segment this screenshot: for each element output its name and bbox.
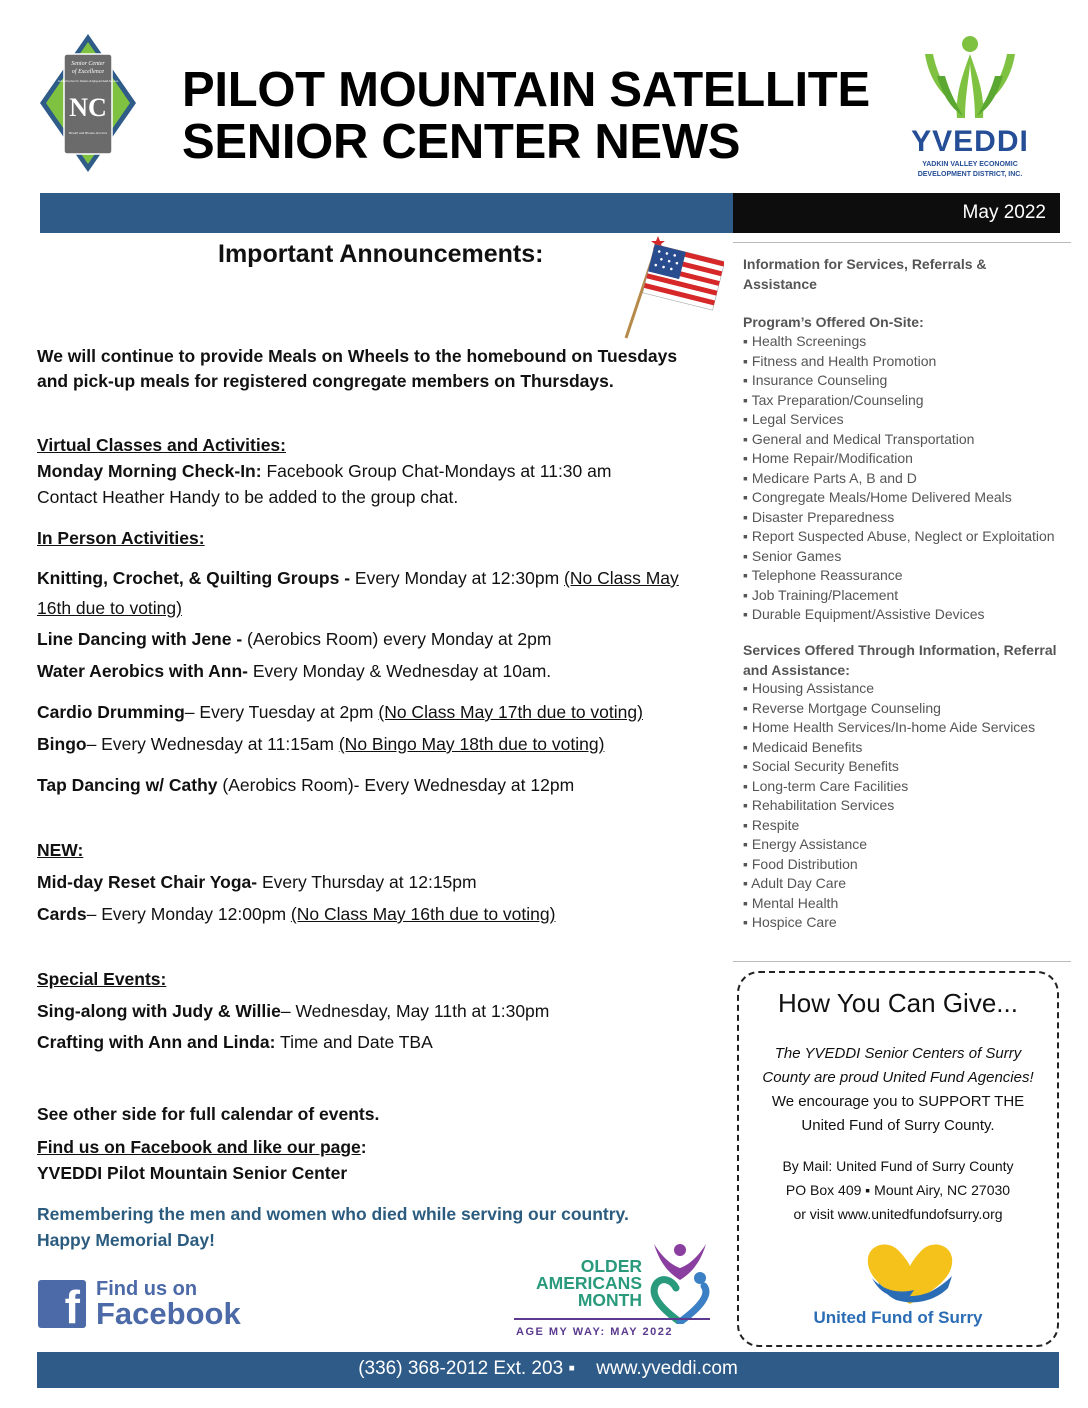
onsite-service-item: ▪ Home Repair/Modification (743, 450, 913, 466)
onsite-service-item: ▪ Medicare Parts A, B and D (743, 469, 917, 486)
onsite-service-item: ▪ Tax Preparation/Counseling (743, 391, 924, 408)
oam-figure-icon (646, 1240, 712, 1324)
oam-line2: AMERICANS (536, 1273, 642, 1293)
see-other-side: See other side for full calendar of events. (37, 1104, 380, 1124)
badge-nc: NC (69, 93, 107, 122)
give-intro (737, 1042, 1059, 1090)
org-sub-line2: DEVELOPMENT DISTRICT, INC. (917, 171, 1023, 178)
give-title: How You Can Give... (778, 988, 1018, 1018)
announcements-heading: Important Announcements: (218, 240, 544, 268)
knitting-details: Every Monday at 12:30pm (350, 568, 565, 588)
in-person-heading: In Person Activities: (37, 528, 205, 548)
onsite-service-item: ▪ Fitness and Health Promotion (743, 352, 937, 369)
title-line2: SENIOR CENTER NEWS (182, 115, 741, 169)
referral-service-item: ▪ Reverse Mortgage Counseling (743, 699, 941, 716)
badge-bottom: Health and Human Services (68, 131, 108, 135)
onsite-heading: Program’s Offered On-Site: (743, 314, 924, 330)
give-intro-line1: The YVEDDI Senior Centers of Surry (774, 1045, 1022, 1062)
memorial-line1: Remembering the men and women who died while serving our country. (37, 1204, 629, 1224)
nc-excellence-badge (40, 34, 136, 172)
united-fund-name: United Fund of Surry (813, 1308, 983, 1327)
give-mail-line2: PO Box 409 ▪ Mount Airy, NC 27030 (785, 1182, 1011, 1198)
cardio-note: (No Class May 17th due to voting) (378, 702, 643, 722)
onsite-service-item: ▪ Job Training/Placement (743, 586, 899, 603)
cardio-details: – Every Tuesday at 2pm (184, 702, 379, 722)
united-fund-logo (860, 1238, 960, 1314)
virtual-heading: Virtual Classes and Activities: (37, 435, 286, 455)
singalong-label: Sing-along with Judy & Willie (37, 1001, 281, 1021)
referral-service-item: ▪ Home Health Services/In-home Aide Services (743, 719, 1036, 735)
referral-service-item: ▪ Adult Day Care (743, 875, 847, 891)
onsite-service-item: ▪ Legal Services (743, 411, 844, 427)
cards-line (37, 904, 555, 925)
referral-service-item: ▪ Housing Assistance (743, 680, 875, 696)
referral-service-item: ▪ Respite (743, 816, 800, 833)
footer-phone: (336) 368-2012 Ext. 203 ▪ (358, 1358, 576, 1379)
singalong-line (37, 1001, 549, 1022)
knitting-note-cont: 16th due to voting) (37, 598, 182, 618)
onsite-service-item: ▪ Senior Games (743, 547, 842, 564)
give-mail (737, 1154, 1059, 1226)
org-subtitle (895, 160, 1045, 180)
bingo-note: (No Bingo May 18th due to voting) (338, 734, 605, 754)
give-mail-line3[interactable]: or visit www.unitedfundofsurry.org (793, 1206, 1003, 1222)
footer-separator (575, 1358, 596, 1379)
referral-service-item: ▪ Long-term Care Facilities (743, 777, 909, 794)
referral-service-item: ▪ Medicaid Benefits (743, 738, 863, 755)
checkin-details: Facebook Group Chat-Mondays at 11:30 am (261, 461, 612, 481)
cards-details: – Every Monday 12:00pm (86, 904, 291, 924)
find-us-link[interactable]: Find us on Facebook and like our page (37, 1137, 361, 1157)
checkin-line (37, 461, 611, 482)
special-events-heading: Special Events: (37, 969, 167, 989)
give-appeal (737, 1090, 1059, 1138)
org-sub-line1: YADKIN VALLEY ECONOMIC (922, 161, 1018, 168)
cardio-line (37, 702, 643, 723)
onsite-service-item: ▪ Health Screenings (743, 333, 867, 349)
meals-line1: We will continue to provide Meals on Wheels to the homebound on Tuesdays (37, 346, 678, 366)
give-mail-line1: By Mail: United Fund of Surry County (782, 1158, 1014, 1174)
crafting-line (37, 1032, 433, 1053)
give-appeal-line2: United Fund of Surry County. (801, 1117, 995, 1134)
onsite-service-item: ▪ Durable Equipment/Assistive Devices (743, 606, 985, 622)
page-name: YVEDDI Pilot Mountain Senior Center (37, 1163, 348, 1183)
title-line1: PILOT MOUNTAIN SATELLITE (182, 63, 870, 117)
referral-service-item: ▪ Hospice Care (743, 914, 837, 930)
onsite-service-item: ▪ General and Medical Transportation (743, 430, 975, 447)
memorial-line2: Happy Memorial Day! (37, 1230, 215, 1250)
tap-label: Tap Dancing w/ Cathy (37, 775, 218, 795)
meals-line2: and pick-up meals for registered congregate members on Thursdays. (37, 371, 614, 391)
oam-divider (514, 1318, 710, 1320)
referral-service-item: ▪ Energy Assistance (743, 836, 868, 852)
checkin-contact: Contact Heather Handy to be added to the group chat. (37, 487, 459, 507)
facebook-glyph: f (64, 1281, 80, 1333)
tap-line (37, 775, 574, 796)
knitting-note: (No Class May (564, 568, 679, 588)
tap-details: (Aerobics Room)- Every Wednesday at 12pm (217, 775, 575, 795)
older-americans-month-logo (528, 1258, 642, 1309)
cards-note: (No Class May 16th due to voting) (290, 904, 556, 924)
water-aerobics-line (37, 661, 551, 682)
crafting-details: Time and Date TBA (275, 1032, 433, 1052)
knitting-label: Knitting, Crochet, & Quilting Groups - (37, 568, 351, 588)
crafting-label: Crafting with Ann and Linda: (37, 1032, 276, 1052)
find-us-line (37, 1137, 367, 1158)
onsite-service-item: ▪ Insurance Counseling (743, 372, 888, 388)
onsite-service-item: ▪ Congregate Meals/Home Delivered Meals (743, 489, 1012, 505)
org-name: YVEDDI (911, 125, 1029, 158)
badge-line1: Senior Center (71, 61, 105, 67)
info-heading: Information for Services, Referrals & Assistance (743, 256, 987, 292)
cardio-label: Cardio Drumming (37, 702, 185, 722)
issue-date: May 2022 (733, 193, 1060, 233)
line-dancing-details: (Aerobics Room) every Monday at 2pm (242, 629, 552, 649)
facebook-icon[interactable] (38, 1280, 86, 1333)
singalong-details: – Wednesday, May 11th at 1:30pm (280, 1001, 550, 1021)
referral-service-item: ▪ Rehabilitation Services (743, 797, 895, 813)
referral-service-item: ▪ Food Distribution (743, 855, 858, 872)
find-us-colon: : (360, 1137, 367, 1157)
referral-service-item: ▪ Mental Health (743, 894, 839, 911)
badge-small: Certified by the N.C. Division of Aging and Adult Services (57, 80, 119, 83)
footer-website[interactable]: www.yveddi.com (596, 1358, 738, 1379)
onsite-service-item: ▪ Disaster Preparedness (743, 508, 895, 525)
facebook-name: Facebook (96, 1296, 241, 1331)
oam-line1: OLDER (580, 1256, 642, 1276)
page-title (182, 64, 870, 168)
water-aerobics-details: Every Monday & Wednesday at 10am. (247, 661, 552, 681)
yoga-details: Every Thursday at 12:15pm (257, 872, 477, 892)
yoga-line (37, 872, 477, 893)
line-dancing-line (37, 629, 551, 650)
bingo-line (37, 734, 604, 755)
facebook-find-text: Find us on (96, 1278, 198, 1300)
give-appeal-line1: We encourage you to SUPPORT THE (771, 1093, 1025, 1110)
yoga-label: Mid-day Reset Chair Yoga- (37, 872, 258, 892)
bingo-label: Bingo (37, 734, 87, 754)
checkin-label: Monday Morning Check-In: (37, 461, 262, 481)
footer-bar (37, 1352, 1059, 1388)
cards-label: Cards (37, 904, 87, 924)
new-heading: NEW: (37, 840, 84, 860)
onsite-service-item: ▪ Report Suspected Abuse, Neglect or Exploitation (743, 528, 1055, 544)
line-dancing-label: Line Dancing with Jene - (37, 629, 243, 649)
bingo-details: – Every Wednesday at 11:15am (86, 734, 339, 754)
knitting-line (37, 568, 679, 589)
header-bar (40, 193, 733, 233)
oam-line3: MONTH (577, 1290, 642, 1310)
oam-tagline: AGE MY WAY: MAY 2022 (516, 1326, 673, 1338)
water-aerobics-label: Water Aerobics with Ann- (37, 661, 248, 681)
american-flag-icon (622, 234, 724, 342)
onsite-service-item: ▪ Telephone Reassurance (743, 567, 903, 583)
referral-service-item: ▪ Social Security Benefits (743, 758, 899, 774)
referral-heading: Services Offered Through Information, Referral and Assistance: (743, 642, 1057, 678)
badge-line2: of Excellence (71, 69, 105, 75)
give-intro-line2: County are proud United Fund Agencies! (762, 1069, 1034, 1086)
